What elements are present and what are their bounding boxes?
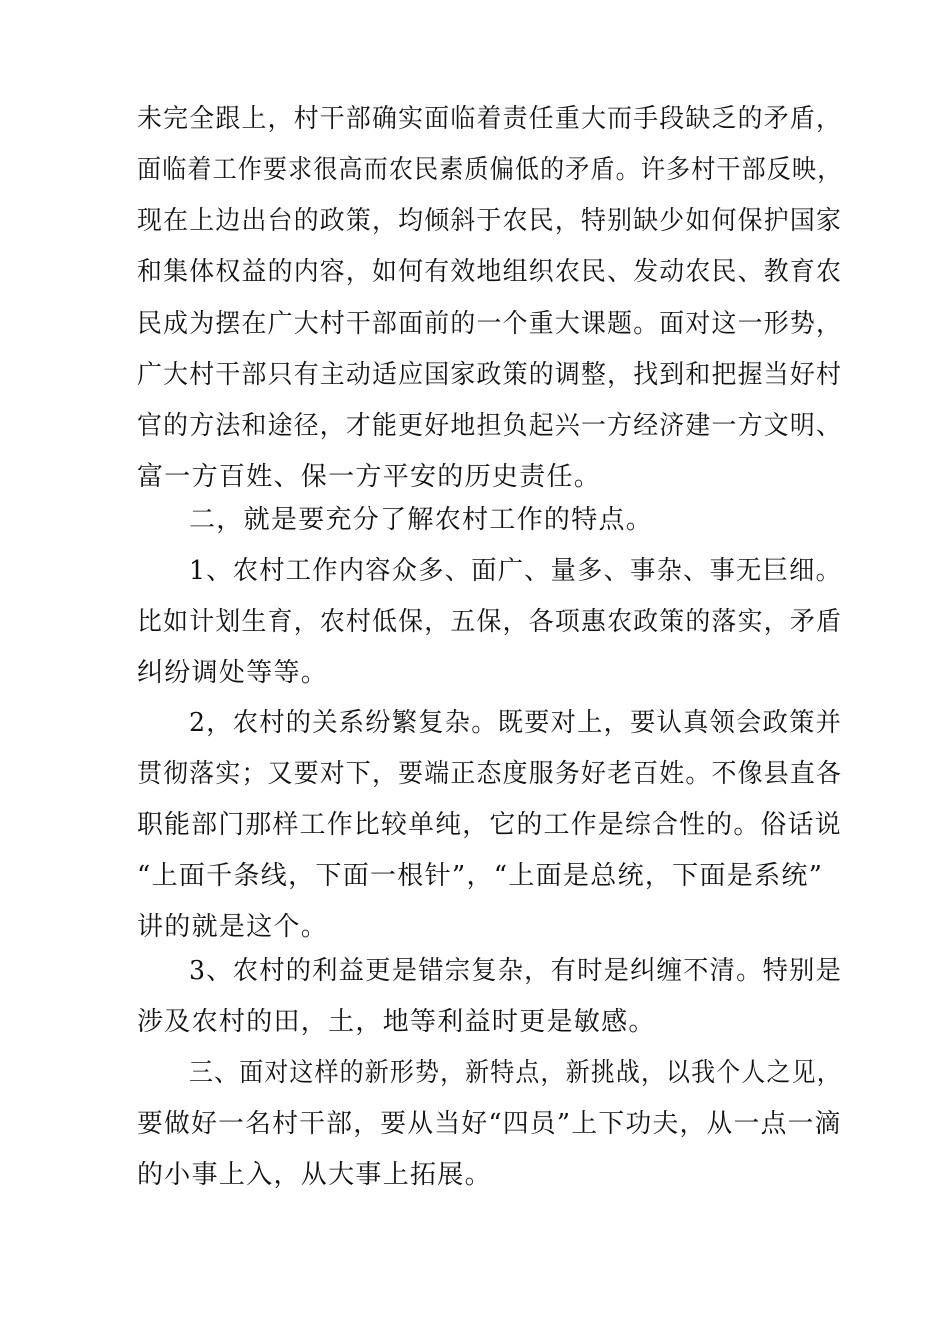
- text-line: 广大村干部只有主动适应国家政策的调整，找到和把握当好村: [137, 360, 843, 390]
- text-line: 的小事上入，从大事上拓展。: [137, 1160, 492, 1190]
- text-line: 职能部门那样工作比较单纯，它的工作是综合性的。俗话说: [137, 810, 842, 840]
- text-line: 贯彻落实；又要对下，要端正态度服务好老百姓。不像县直各: [137, 759, 843, 789]
- text-line: 未完全跟上，村干部确实面临着责任重大而手段缺乏的矛盾，: [137, 104, 843, 134]
- text-line: 涉及农村的田，土，地等利益时更是敏感。: [137, 1007, 656, 1037]
- list-item-1: 1、农村工作内容众多、面广、量多、事杂、事无巨细。: [189, 556, 843, 586]
- paragraph-heading: 二，就是要充分了解农村工作的特点。: [189, 505, 654, 535]
- text-line: 民成为摆在广大村干部面前的一个重大课题。面对这一形势，: [137, 309, 843, 339]
- text-line: 富一方百姓、保一方平安的历史责任。: [137, 462, 602, 492]
- list-item-2: 2，农村的关系纷繁复杂。既要对上，要认真领会政策并: [189, 708, 843, 738]
- text-line: 面临着工作要求很高而农民素质偏低的矛盾。许多村干部反映，: [137, 155, 843, 185]
- paragraph-heading: 三、面对这样的新形势，新特点，新挑战，以我个人之见，: [189, 1058, 842, 1088]
- text-line: 现在上边出台的政策，均倾斜于农民，特别缺少如何保护国家: [137, 206, 843, 236]
- text-line: 和集体权益的内容，如何有效地组织农民、发动农民、教育农: [137, 257, 843, 287]
- text-line: 纠纷调处等等。: [137, 658, 329, 688]
- text-line: 比如计划生育，农村低保，五保，各项惠农政策的落实，矛盾: [137, 607, 843, 637]
- list-item-3: 3、农村的利益更是错宗复杂，有时是纠缠不清。特别是: [189, 956, 843, 986]
- text-line: 讲的就是这个。: [137, 912, 329, 942]
- text-line: “上面千条线，下面一根针”，“上面是总统，下面是系统”: [137, 861, 824, 891]
- text-line: 官的方法和途径，才能更好地担负起兴一方经济建一方文明、: [137, 411, 843, 441]
- text-line: 要做好一名村干部，要从当好“四员”上下功夫，从一点一滴: [137, 1109, 842, 1139]
